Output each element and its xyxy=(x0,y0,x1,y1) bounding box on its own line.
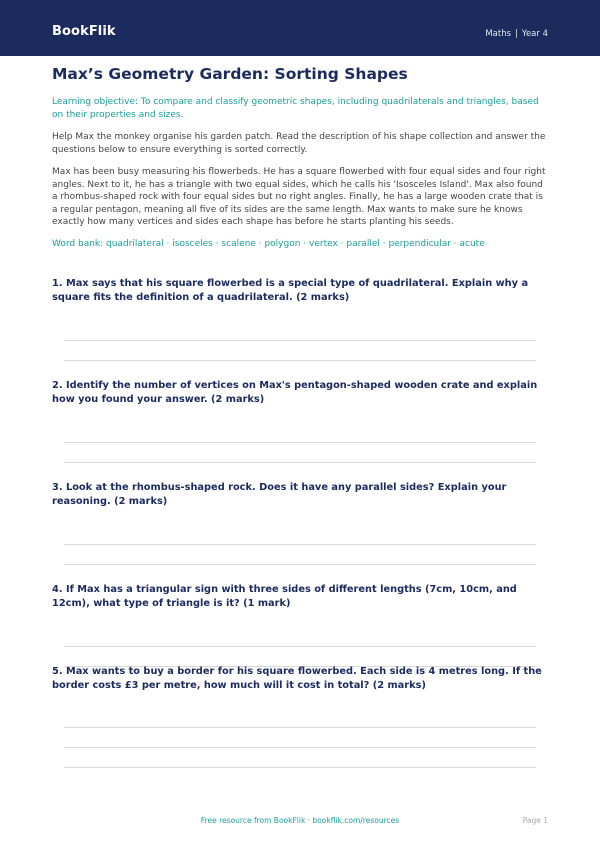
answer-line[interactable] xyxy=(64,564,536,565)
header-separator: | xyxy=(515,29,518,39)
word-bank: Word bank: quadrilateral · isosceles · scalene · polygon · vertex · parallel · perpendicular · acute xyxy=(52,238,485,249)
answer-line[interactable] xyxy=(64,340,536,341)
question-1 xyxy=(52,277,548,304)
intro-paragraph: Help Max the monkey organise his garden patch. Read the description of his shape collection and answer the questions below to ensure everything is sorted correctly. xyxy=(52,132,546,155)
footer-resource-link[interactable]: Free resource from BookFlik · bookflik.com/resources xyxy=(200,816,400,825)
question-text: 5. Max wants to buy a border for his square flowerbed. Each side is 4 metres long. If the border costs £3 per metre, how much will it cost in total? (2 marks) xyxy=(52,666,542,691)
brand-logo[interactable]: BookFlik xyxy=(52,24,116,39)
header-meta xyxy=(485,28,548,40)
worksheet-intro xyxy=(52,64,548,250)
page-footer xyxy=(0,816,600,830)
question-2 xyxy=(52,379,548,406)
question-4 xyxy=(52,583,548,610)
question-text: 1. Max says that his square flowerbed is a special type of quadrilateral. Explain why a square fits the definition of a quadrilateral. (2 marks) xyxy=(52,278,529,303)
question-text: 2. Identify the number of vertices on Max's pentagon-shaped wooden crate and explain how you found your answer. (2 marks) xyxy=(52,380,538,405)
question-5 xyxy=(52,665,548,692)
answer-line[interactable] xyxy=(64,360,536,361)
subject-label: Maths xyxy=(485,29,512,39)
answer-line[interactable] xyxy=(64,442,536,443)
answer-line[interactable] xyxy=(64,646,536,647)
question-text: 3. Look at the rhombus-shaped rock. Does it have any parallel sides? Explain your reasoning. (2 marks) xyxy=(52,482,507,507)
question-text: 4. If Max has a triangular sign with three sides of different lengths (7cm, 10cm, and 12cm), what type of triangle is it? (1 mark) xyxy=(52,584,517,609)
learning-objective: Learning objective: To compare and classify geometric shapes, including quadrilaterals and triangles, based on their properties and sizes. xyxy=(52,97,539,120)
answer-line[interactable] xyxy=(64,727,536,728)
story-paragraph: Max has been busy measuring his flowerbeds. He has a square flowerbed with four equal sides and four right angles. Next to it, he has a triangle with two equal sides, which he calls his 'Isosceles Island'. Max also found a rhombus-shaped rock with four equal sides but no right angles. Finally, he has a large wooden crate that is a regular pentagon, meaning all five of its sides are the same length. Max wants to make sure he knows exactly how many vertices and sides each shape has before he starts planting his seeds. xyxy=(52,167,546,227)
answer-line[interactable] xyxy=(64,747,536,748)
answer-line[interactable] xyxy=(64,767,536,768)
answer-line[interactable] xyxy=(64,462,536,463)
page-title: Max’s Geometry Garden: Sorting Shapes xyxy=(52,65,408,83)
page-header xyxy=(0,0,600,56)
year-label: Year 4 xyxy=(521,29,548,39)
question-3 xyxy=(52,481,548,508)
answer-line[interactable] xyxy=(64,544,536,545)
page-number: Page 1 xyxy=(522,816,548,825)
